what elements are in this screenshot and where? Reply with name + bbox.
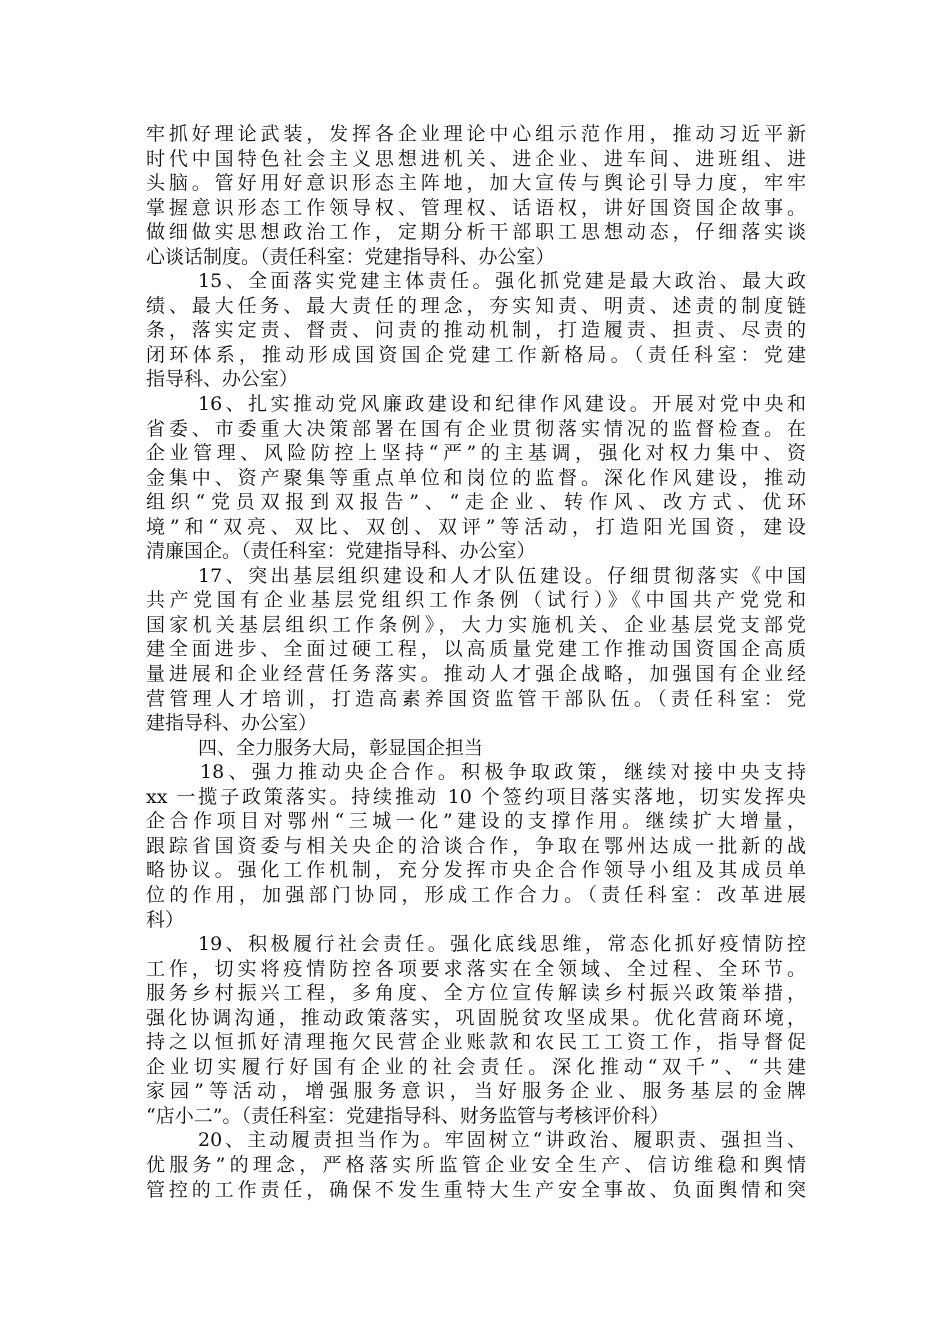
text-line: 指导科、办公室） [146, 368, 299, 391]
text-line: 15、全面落实党建主体责任。强化抓党建是最大政治、最大政 [198, 270, 806, 293]
text-line: 科） [146, 908, 185, 931]
text-line: 清廉国企。（责任科室：党建指导科、办公室） [146, 540, 536, 563]
text-line: 跟踪省国资委与相关央企的洽谈合作，争取在鄂州达成一批新的战 [146, 834, 806, 857]
text-line: 家园”等活动，增强服务意识，当好服务企业、服务基层的金牌 [146, 1080, 806, 1103]
text-line: 营管理人才培训，打造高素养国资监管干部队伍。（责任科室：党 [146, 687, 806, 710]
text-line: 组织“党员双报到双报告”、“走企业、转作风、改方式、优环 [146, 491, 806, 514]
text-line: 头脑。管好用好意识形态主阵地，加大宣传与舆论引导力度，牢牢 [146, 172, 806, 195]
text-line: 掌握意识形态工作领导权、管理权、话语权，讲好国资国企故事。 [146, 196, 806, 219]
text-line: 20、主动履责担当作为。牢固树立“讲政治、履职责、强担当、 [198, 1129, 806, 1152]
text-line: 17、突出基层组织建设和人才队伍建设。仔细贯彻落实《中国 [198, 564, 806, 587]
text-line: 条，落实定责、督责、问责的推动机制，打造履责、担责、尽责的 [146, 319, 806, 342]
text-line: 闭环体系，推动形成国资国企党建工作新格局。（责任科室：党建 [146, 343, 806, 366]
text-line: 工作，切实将疫情防控各项要求落实在全领域、全过程、全环节。 [146, 957, 806, 980]
text-line: 16、扎实推动党风廉政建设和纪律作风建设。开展对党中央和 [198, 393, 806, 416]
text-line: 企业管理、风险防控上坚持“严”的主基调，强化对权力集中、资 [146, 442, 806, 465]
text-line: xx 一揽子政策落实。持续推动 10 个签约项目落实落地，切实发挥央 [146, 785, 806, 808]
text-line: 金集中、资产聚集等重点单位和岗位的监督。深化作风建设，推动 [146, 466, 806, 489]
text-line: 企业切实履行好国有企业的社会责任。深化推动“双千”、“共建 [146, 1055, 806, 1078]
text-line: 管控的工作责任，确保不发生重特大生产安全事故、负面舆情和突 [146, 1178, 806, 1201]
text-line: 国家机关基层组织工作条例》，大力实施机关、企业基层党支部党 [146, 613, 806, 636]
text-line: 心谈话制度。（责任科室：党建指导科、办公室） [146, 245, 555, 268]
text-line: 牢抓好理论武装，发挥各企业理论中心组示范作用，推动习近平新 [146, 123, 806, 145]
text-line: 19、积极履行社会责任。强化底线思维，常态化抓好疫情防控 [198, 933, 806, 956]
section-heading: 四、全力服务大局，彰显国企担当 [198, 736, 484, 759]
text-line: 持之以恒抓好清理拖欠民营企业账款和农民工工资工作，指导督促 [146, 1031, 806, 1054]
text-line: 共产党国有企业基层党组织工作条例（试行）》《中国共产党党和 [146, 589, 806, 612]
text-line: 建全面进步、全面过硬工程，以高质量党建工作推动国资国企高质 [146, 638, 806, 661]
text-line: 18、强力推动央企合作。积极争取政策，继续对接中央支持 [200, 761, 806, 784]
text-line: 境”和“双亮、双比、双创、双评”等活动，打造阳光国资，建设 [146, 515, 806, 538]
text-line: 量进展和企业经营任务落实。推动人才强企战略，加强国有企业经 [146, 663, 806, 686]
text-line: 绩、最大任务、最大责任的理念，夯实知责、明责、述责的制度链 [146, 294, 806, 317]
text-line: 服务乡村振兴工程，多角度、全方位宣传解读乡村振兴政策举措， [146, 982, 806, 1005]
text-line: 建指导科、办公室） [146, 712, 318, 735]
text-line: “店小二”。（责任科室：党建指导科、财务监管与考核评价科） [146, 1104, 669, 1127]
text-line: 略协议。强化工作机制，充分发挥市央企合作领导小组及其成员单 [146, 859, 806, 882]
text-line: 时代中国特色社会主义思想进机关、进企业、进车间、进班组、进 [146, 147, 806, 170]
text-line: 企合作项目对鄂州“三城一化”建设的支撑作用。继续扩大增量， [146, 810, 806, 833]
text-line: 省委、市委重大决策部署在国有企业贯彻落实情况的监督检查。在 [146, 417, 806, 440]
text-line: 优服务”的理念，严格落实所监管企业安全生产、信访维稳和舆情 [146, 1153, 806, 1176]
text-line: 位的作用，加强部门协同，形成工作合力。（责任科室：改革进展 [146, 883, 806, 906]
text-line: 强化协调沟通，推动政策落实，巩固脱贫攻坚成果。优化营商环境， [146, 1006, 806, 1029]
document-page [146, 122, 806, 1202]
text-line: 做细做实思想政治工作，定期分析干部职工思想动态，仔细落实谈 [146, 221, 806, 244]
